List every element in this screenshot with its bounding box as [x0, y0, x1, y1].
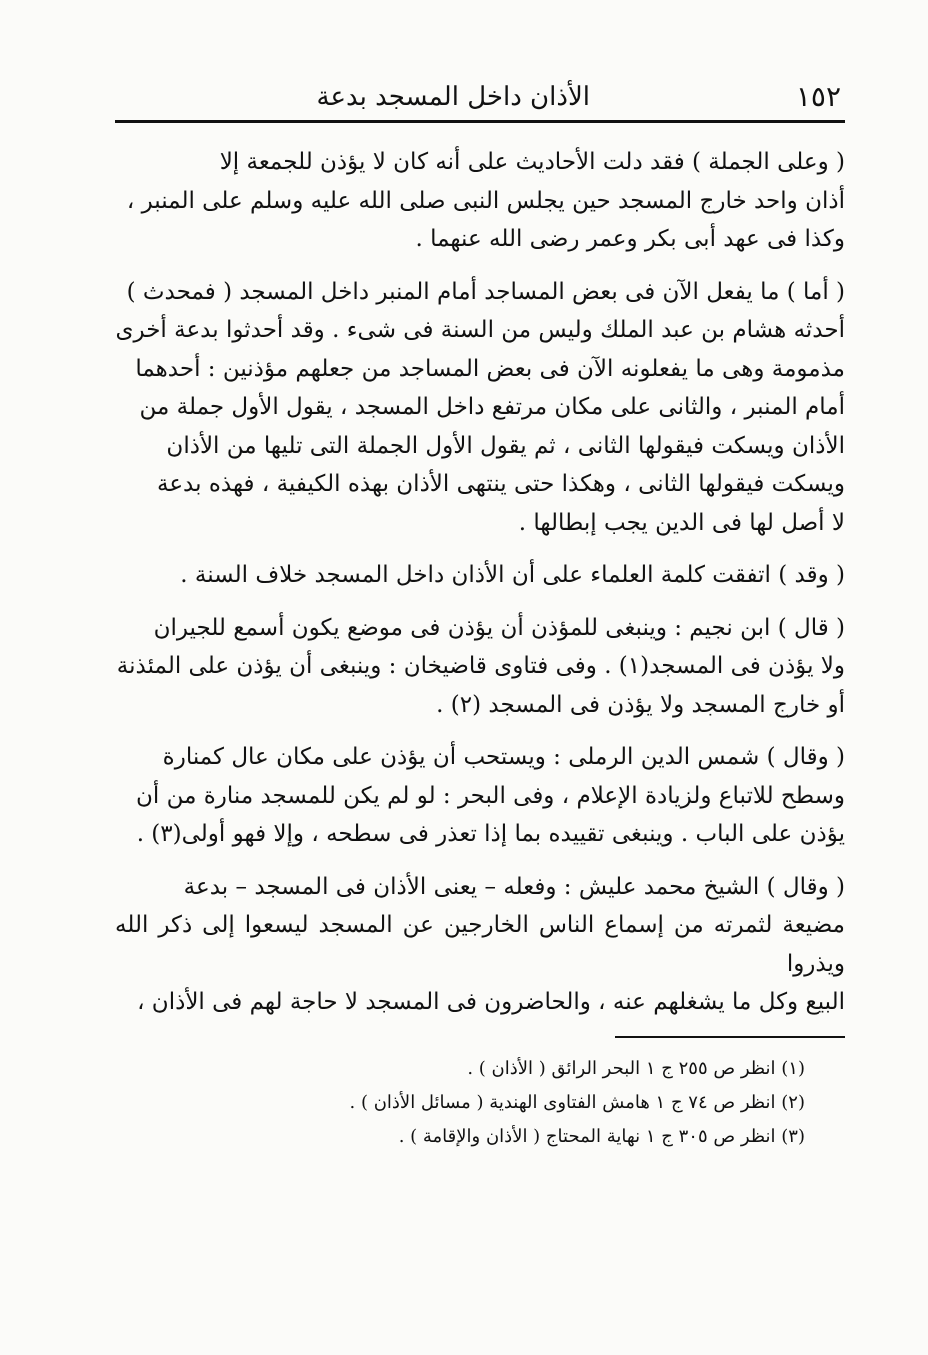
text-line: ( وقال ) شمس الدين الرملى : ويستحب أن يؤذن على مكان عال كمنارة — [162, 744, 845, 770]
text-line: أو خارج المسجد ولا يؤذن فى المسجد (٢) . — [436, 691, 845, 718]
text-line: مذمومة وهى ما يفعلونه الآن فى بعض المساجد من جعلهم مؤذنين : أحدهما — [135, 355, 845, 382]
text-line: ( قال ) ابن نجيم : وينبغى للمؤذن أن يؤذن فى موضع يكون أسمع للجيران — [153, 614, 845, 641]
paragraph — [115, 738, 845, 854]
book-page — [115, 70, 845, 1310]
body-text — [115, 143, 845, 1022]
paragraph — [115, 609, 845, 725]
text-line: ويسكت فيقولها الثانى ، وهكذا حتى ينتهى الأذان بهذه الكيفية ، فهذه بدعة — [156, 471, 845, 497]
page-number: ١٥٢ — [795, 80, 841, 113]
text-line: البيع وكل ما يشغلهم عنه ، والحاضرون فى المسجد لا حاجة لهم فى الأذان ، — [137, 989, 845, 1015]
text-line: أحدثه هشام بن عبد الملك وليس من السنة فى شىء . وقد أحدثوا بدعة أخرى — [115, 317, 845, 343]
text-line: ( وعلى الجملة ) فقد دلت الأحاديث على أنه كان لا يؤذن للجمعة إلا — [219, 149, 845, 175]
footnotes — [115, 1052, 845, 1154]
running-title: الأذان داخل المسجد بدعة — [316, 82, 590, 112]
paragraph — [115, 868, 845, 1022]
text-line: ولا يؤذن فى المسجد(١) . وفى فتاوى قاضيخان : وينبغى أن يؤذن على المئذنة — [116, 653, 845, 679]
footnote: (١) انظر ص ٢٥٥ ج ١ البحر الرائق ( الأذان ) . — [467, 1057, 805, 1079]
text-line: مضيعة لثمرته من إسماع الناس الخارجين عن المسجد ليسعوا إلى ذكر الله ويذروا — [115, 912, 845, 977]
text-line: أمام المنبر ، والثانى على مكان مرتفع داخل المسجد ، يقول الأول جملة من — [139, 394, 845, 420]
text-line: أذان واحد خارج المسجد حين يجلس النبى صلى الله عليه وسلم على المنبر ، — [126, 187, 845, 214]
text-line: لا أصل لها فى الدين يجب إبطالها . — [518, 509, 845, 536]
text-line: الأذان ويسكت فيقولها الثانى ، ثم يقول الأول الجملة التى تليها من الأذان — [166, 432, 845, 459]
text-line: ( وقد ) اتفقت كلمة العلماء على أن الأذان داخل المسجد خلاف السنة . — [180, 562, 845, 588]
paragraph — [115, 556, 845, 595]
text-line: ( وقال ) الشيخ محمد عليش : وفعله – يعنى الأذان فى المسجد – بدعة — [183, 873, 845, 900]
text-line: وكذا فى عهد أبى بكر وعمر رضى الله عنهما . — [415, 226, 845, 252]
page-header — [115, 70, 845, 123]
paragraph — [115, 143, 845, 259]
footnote: (٢) انظر ص ٧٤ ج ١ هامش الفتاوى الهندية ( مسائل الأذان ) . — [349, 1091, 805, 1113]
text-line: يؤذن على الباب . وينبغى تقييده بما إذا تعذر فى سطحه ، وإلا فهو أولى(٣) . — [136, 821, 845, 847]
footnote: (٣) انظر ص ٣٠٥ ج ١ نهاية المحتاج ( الأذان والإقامة ) . — [398, 1125, 805, 1147]
paragraph — [115, 273, 845, 543]
footnote-divider — [615, 1036, 845, 1038]
text-line: ( أما ) ما يفعل الآن فى بعض المساجد أمام المنبر داخل المسجد ( فمحدث ) — [126, 278, 845, 305]
text-line: وسطح للاتباع ولزيادة الإعلام ، وفى البحر : لو لم يكن للمسجد منارة من أن — [136, 782, 845, 809]
